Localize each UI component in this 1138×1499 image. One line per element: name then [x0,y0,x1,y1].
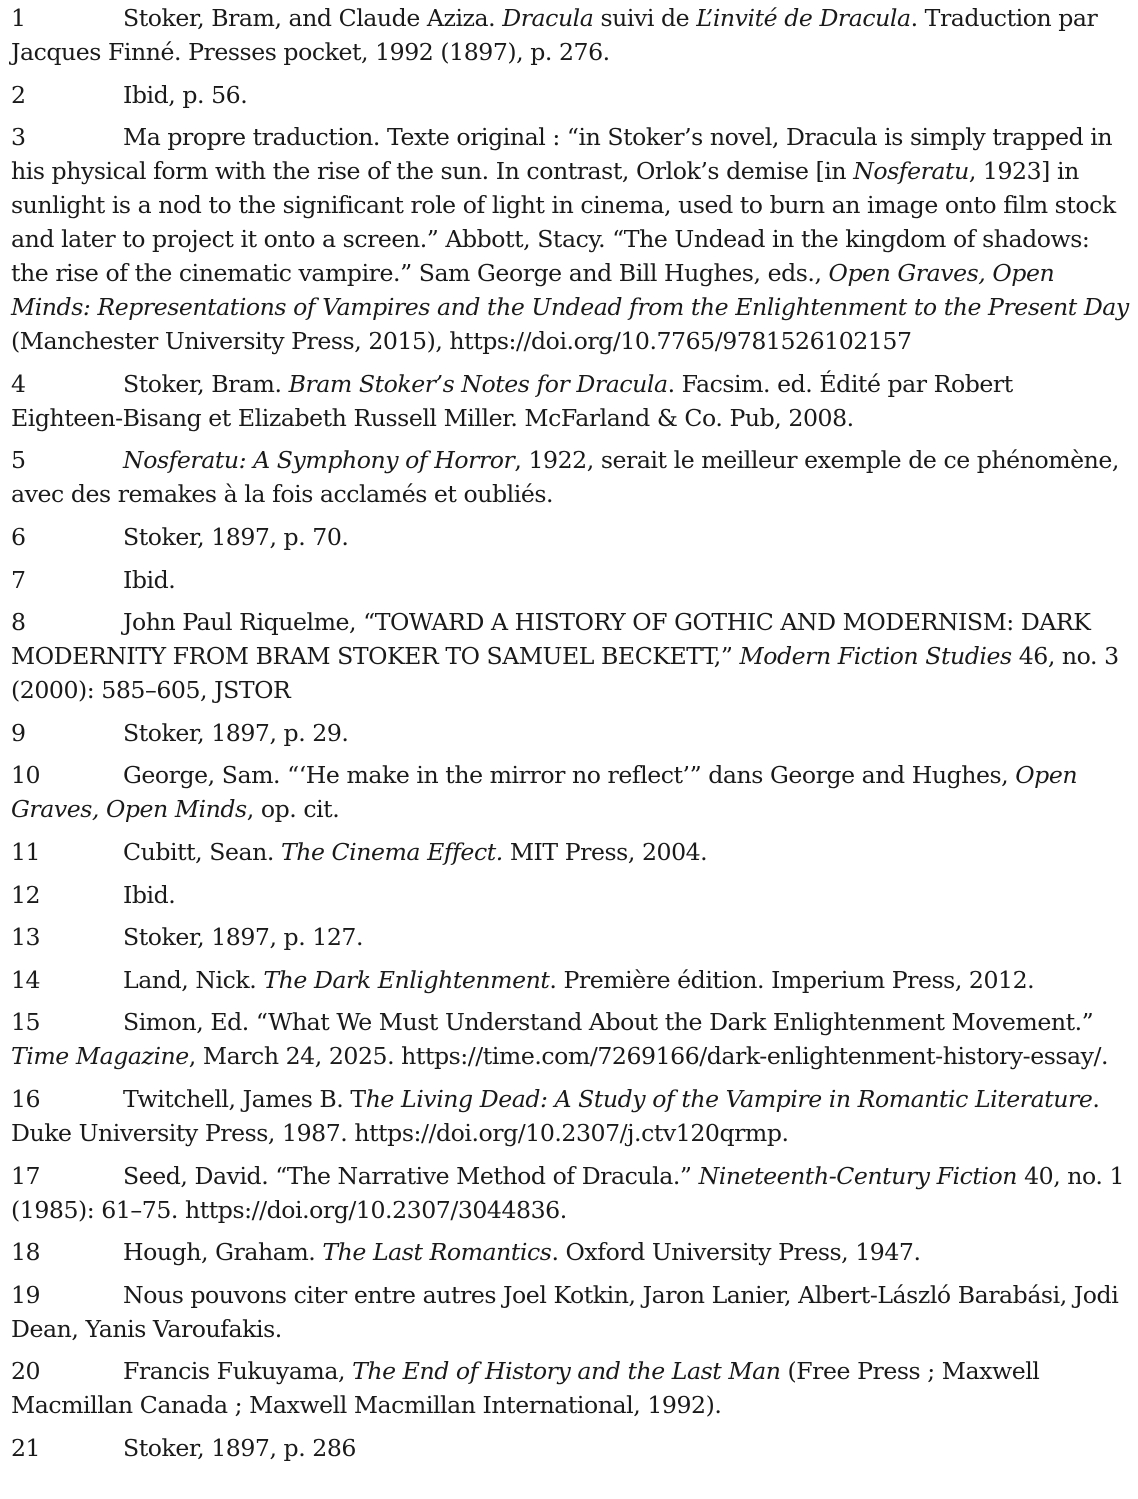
endnote [11,758,1130,826]
endnote-number: 17 [11,1161,41,1190]
endnote [11,835,1130,869]
endnote [11,920,1130,954]
endnote [11,367,1130,435]
endnote-text: . Première édition. Imperium Press, 2012. [549,965,1035,994]
endnote-number: 15 [11,1008,41,1037]
endnote [11,1159,1130,1227]
endnote [11,1082,1130,1150]
endnote [11,78,1130,112]
endnote-text: 40, no. 1 (1985): 61–75. https://doi.org/10.2307/3044836. [11,1161,1125,1224]
endnote-title-italic: Nosferatu: A Symphony of Horror [123,446,515,475]
endnote-text: Stoker, Bram, and Claude Aziza. [123,4,503,32]
endnote-number: 10 [11,761,41,790]
endnote [11,878,1130,912]
endnote [11,520,1130,554]
endnote-text: (Manchester University Press, 2015), https://doi.org/10.7765/9781526102157 [11,327,912,356]
endnotes-list [11,0,1130,1473]
endnote-title-italic: Dracula [502,4,594,32]
endnote [11,1354,1130,1422]
endnote-number: 20 [11,1357,41,1386]
endnote [11,563,1130,597]
endnote-title-italic: Modern Fiction Studies [739,642,1012,671]
endnote [11,963,1130,997]
endnote-text: , 1923] in sunlight is a nod to the significant role of light in cinema, used to burn an image onto film stock and later to project it onto a screen.” Abbott, Stacy. “The Undead in the kingdom of shadows: the rise of the cinematic vampire.” Sam George and Bill Hughes, eds., [11,157,1116,288]
endnote-number: 13 [11,923,41,952]
endnote-text: Stoker, 1897, p. 29. [123,718,349,747]
endnote-text: , March 24, 2025. https://time.com/7269166/dark-enlightenment-history-essay/. [188,1042,1109,1071]
endnote-text: Francis Fukuyama, [123,1357,353,1386]
endnote-text: Ibid. [123,880,176,909]
endnote-number: 8 [11,608,26,637]
endnote [11,1431,1130,1465]
endnote-number: 7 [11,565,26,594]
endnote-text: Ma propre traduction. Texte original : “in Stoker’s novel, Dracula is simply trapped in his physical form with the rise of the sun. In contrast, Orlok’s demise [in [11,123,1113,186]
endnote-title-italic: The Last Romantics [322,1238,552,1267]
endnote-text: Stoker, 1897, p. 286 [123,1433,356,1462]
endnote-number: 16 [11,1084,41,1113]
endnote-text: Stoker, Bram. [123,369,289,398]
endnote-text: John Paul Riquelme, “TOWARD A HISTORY OF GOTHIC AND MODERNISM: DARK MODERNITY FROM BRAM STOKER TO SAMUEL BECKETT,” [11,608,1091,671]
endnote-text: Cubitt, Sean. [123,837,281,866]
endnote-text: Twitchell, James B. T [123,1084,366,1113]
endnote-text: Simon, Ed. “What We Must Understand About the Dark Enlightenment Movement.” [123,1008,1094,1037]
endnote [11,1005,1130,1073]
endnote-title-italic: Open Graves, Open Minds: Representations of Vampires and the Undead from the Enlightenment to the Present Day [11,259,1129,322]
endnote-title-italic: The Cinema Effect. [280,837,503,866]
endnote-number: 3 [11,123,26,152]
endnote-text: suivi de [593,4,697,32]
endnote-text: Land, Nick. [123,965,264,994]
endnote-number: 14 [11,965,41,994]
endnote-text: Ibid, p. 56. [123,80,248,109]
endnote-title-italic: Bram Stoker’s Notes for Dracula [288,369,668,398]
endnote-number: 18 [11,1238,41,1267]
endnote-text: , 1922, serait le meilleur exemple de ce phénomène, avec des remakes à la fois acclamés et oubliés. [11,446,1119,509]
endnote-number: 4 [11,369,26,398]
endnote [11,1,1130,69]
endnote-text: Hough, Graham. [123,1238,323,1267]
endnote-text: . Oxford University Press, 1947. [551,1238,921,1267]
endnote-text: 46, no. 3 (2000): 585–605, JSTOR [11,642,1119,705]
endnote [11,1278,1130,1346]
endnote-number: 19 [11,1280,41,1309]
endnote-number: 12 [11,880,41,909]
endnote [11,443,1130,511]
endnote-text: . Duke University Press, 1987. https://doi.org/10.2307/j.ctv120qrmp. [11,1084,1100,1147]
endnote-text: Seed, David. “The Narrative Method of Dracula.” [123,1161,699,1190]
endnote-text: . Traduction par Jacques Finné. Presses pocket, 1992 (1897), p. 276. [11,4,1098,66]
endnote-title-italic: Open Graves, Open Minds [11,761,1078,824]
endnote-number: 2 [11,80,26,109]
endnote-text: (Free Press ; Maxwell Macmillan Canada ; Maxwell Macmillan International, 1992). [11,1357,1040,1420]
endnote [11,120,1130,358]
endnote-text: Stoker, 1897, p. 70. [123,522,349,551]
endnote-title-italic: The Dark Enlightenment [263,965,550,994]
endnote-number: 1 [11,4,26,32]
endnote-title-italic: Time Magazine [11,1042,189,1071]
endnote-text: MIT Press, 2004. [502,837,708,866]
endnote-text: Ibid. [123,565,176,594]
endnote [11,1235,1130,1269]
endnote-number: 9 [11,718,26,747]
endnote-title-italic: Nosferatu [853,157,969,186]
endnote-text: Nous pouvons citer entre autres Joel Kotkin, Jaron Lanier, Albert-László Barabási, Jodi Dean, Yanis Varoufakis. [11,1280,1119,1343]
endnote-title-italic: L’invité de Dracula [696,4,911,32]
endnote-number: 11 [11,837,41,866]
endnote-title-italic: he Living Dead: A Study of the Vampire in Romantic Literature [365,1084,1093,1113]
endnote [11,605,1130,707]
endnote-number: 21 [11,1433,41,1462]
endnote-title-italic: The End of History and the Last Man [352,1357,781,1386]
endnote-text: . Facsim. ed. Édité par Robert Eighteen-Bisang et Elizabeth Russell Miller. McFarland & Co. Pub, 2008. [11,369,1013,432]
endnote [11,716,1130,750]
endnote-number: 6 [11,522,26,551]
endnote-number: 5 [11,446,26,475]
endnote-text: Stoker, 1897, p. 127. [123,923,364,952]
endnote-text: , op. cit. [246,795,340,824]
endnote-text: George, Sam. “‘He make in the mirror no reflect’” dans George and Hughes, [123,761,1016,790]
endnote-title-italic: Nineteenth-Century Fiction [698,1161,1018,1190]
